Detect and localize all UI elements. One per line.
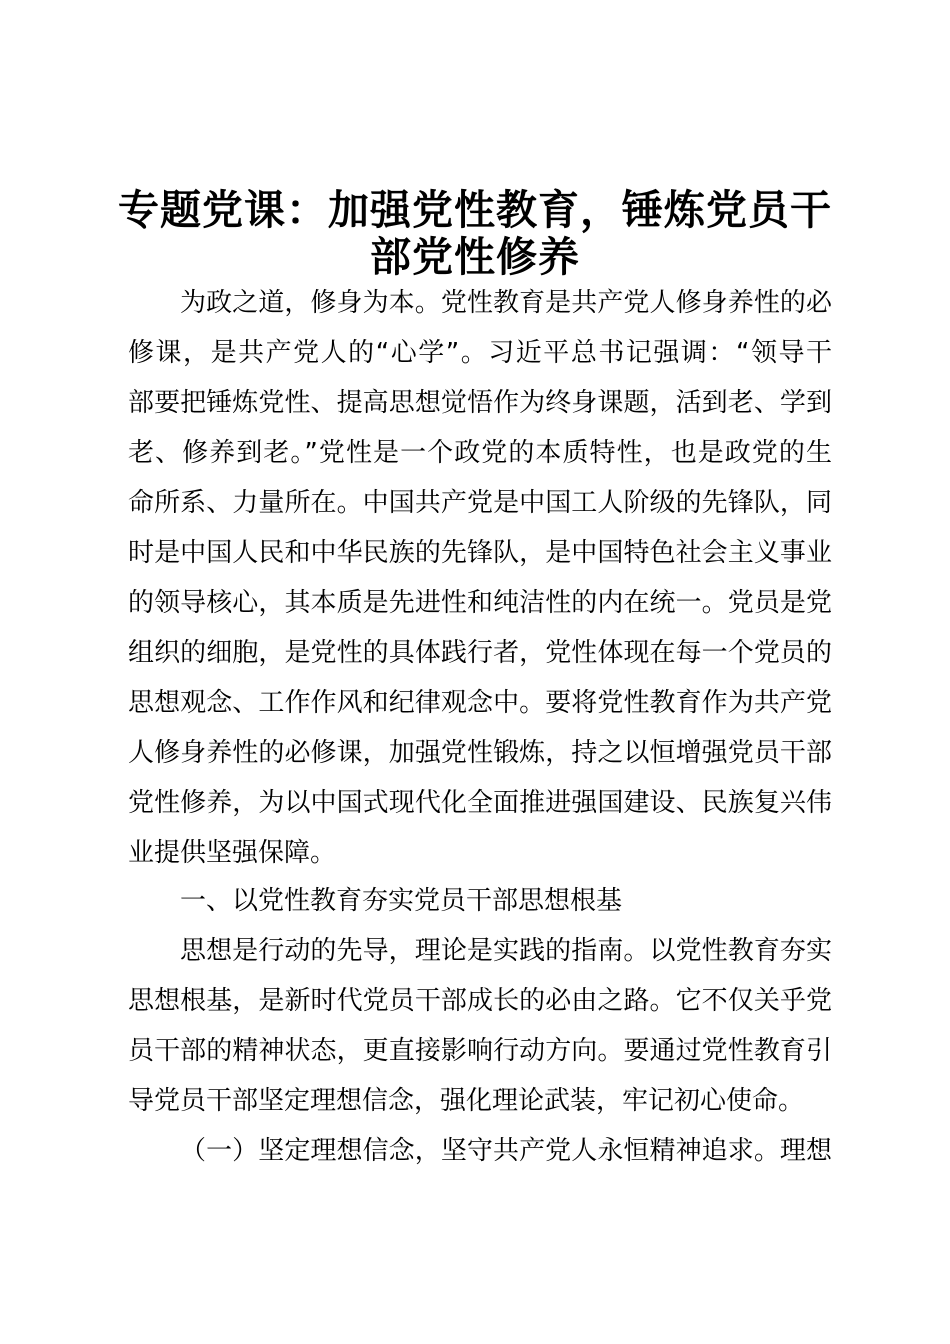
paragraph-line: 修课，是共产党人的“心学”。习近平总书记强调：“领导干 (128, 338, 832, 368)
paragraph-line: 思想根基，是新时代党员干部成长的必由之路。它不仅关乎党 (128, 986, 832, 1016)
paragraph-line: 的领导核心，其本质是先进性和纯洁性的内在统一。党员是党 (128, 588, 832, 618)
document-title-line-2: 部党性修养 (370, 233, 580, 281)
paragraph-line: 老、修养到老。”党性是一个政党的本质特性，也是政党的生 (128, 438, 832, 468)
paragraph-line: 业提供坚强保障。 (128, 838, 337, 868)
paragraph-line: 思想是行动的先导，理论是实践的指南。以党性教育夯实 (180, 936, 832, 966)
paragraph-line: 党性修养，为以中国式现代化全面推进强国建设、民族复兴伟 (128, 788, 832, 818)
paragraph-line: 员干部的精神状态，更直接影响行动方向。要通过党性教育引 (128, 1036, 832, 1066)
section-heading: 一、以党性教育夯实党员干部思想根基 (180, 886, 623, 916)
paragraph-line: 导党员干部坚定理想信念，强化理论武装，牢记初心使命。 (128, 1086, 805, 1116)
paragraph-line: 思想观念、工作作风和纪律观念中。要将党性教育作为共产党 (128, 688, 832, 718)
paragraph-line: 人修身养性的必修课，加强党性锻炼，持之以恒增强党员干部 (128, 738, 832, 768)
paragraph-line: 命所系、力量所在。中国共产党是中国工人阶级的先锋队，同 (128, 488, 832, 518)
paragraph-line: 部要把锤炼党性、提高思想觉悟作为终身课题，活到老、学到 (128, 388, 832, 418)
subsection-heading-line: （一）坚定理想信念，坚守共产党人永恒精神追求。理想 (180, 1136, 832, 1166)
paragraph-line: 组织的细胞，是党性的具体践行者，党性体现在每一个党员的 (128, 638, 832, 668)
paragraph-line: 为政之道，修身为本。党性教育是共产党人修身养性的必 (180, 288, 832, 318)
document-title-line-1: 专题党课：加强党性教育，锤炼党员干 (118, 186, 832, 234)
paragraph-line: 时是中国人民和中华民族的先锋队，是中国特色社会主义事业 (128, 538, 832, 568)
